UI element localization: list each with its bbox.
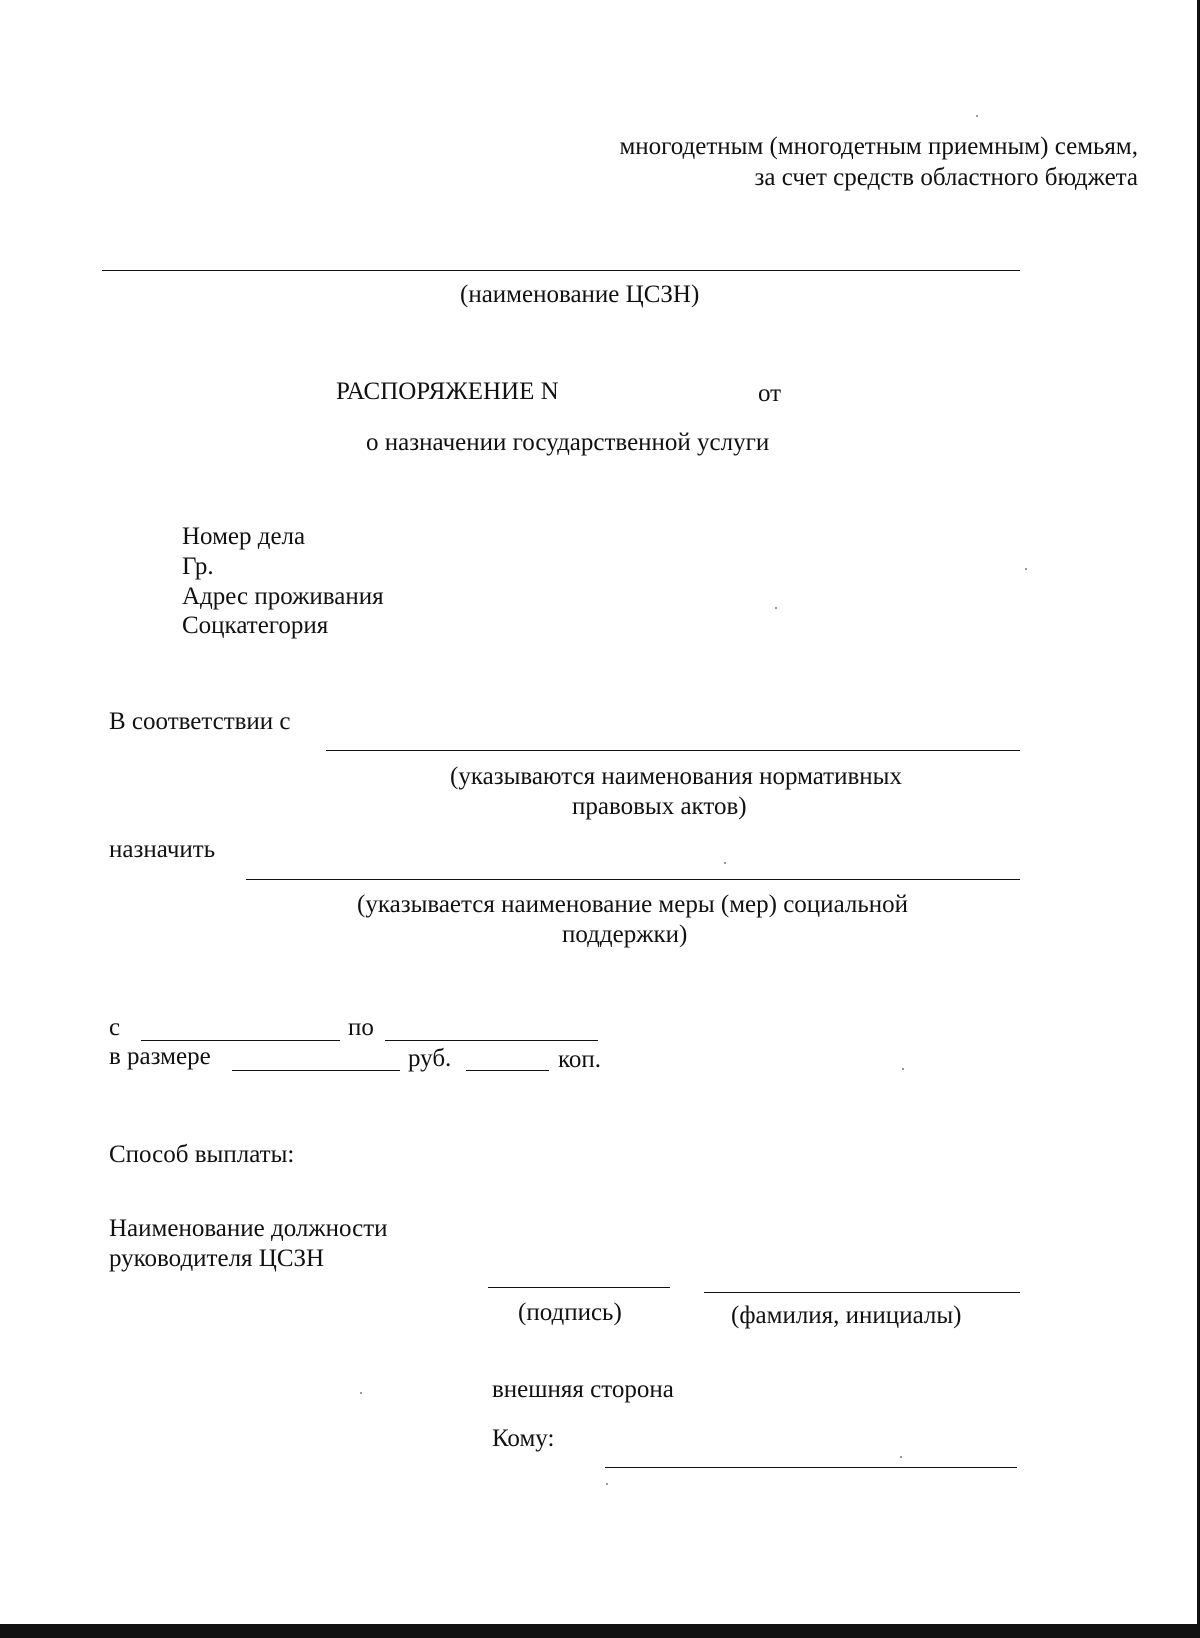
case-number-label: Номер дела: [182, 523, 306, 550]
rub-label: руб.: [408, 1045, 452, 1072]
period-to-label: по: [348, 1014, 374, 1041]
signature-caption: (подпись): [518, 1299, 622, 1326]
support-measure-caption-1: (указывается наименование меры (мер) социальной: [357, 891, 909, 918]
scan-speck: [775, 607, 777, 609]
citizen-label: Гр.: [182, 553, 214, 580]
org-name-caption: (наименование ЦСЗН): [460, 281, 700, 308]
period-to-line: [385, 1040, 598, 1041]
scan-speck: [606, 1483, 608, 1485]
scan-speck: [900, 1456, 902, 1458]
address-label: Адрес проживания: [182, 583, 384, 610]
legal-acts-line: [326, 750, 1020, 751]
org-name-line: [102, 270, 1020, 271]
legal-acts-caption-2: правовых актов): [572, 793, 747, 820]
amount-rub-line: [232, 1070, 400, 1071]
recipient-line: [605, 1467, 1017, 1468]
scan-edge-bottom: [0, 1624, 1200, 1638]
assign-label: назначить: [109, 836, 216, 863]
scan-speck: [724, 862, 726, 864]
kop-label: коп.: [558, 1046, 602, 1073]
social-category-label: Соцкатегория: [182, 612, 329, 639]
order-subtitle: о назначении государственной услуги: [366, 429, 770, 456]
outer-side-label: внешняя сторона: [492, 1376, 674, 1403]
name-line: [704, 1292, 1020, 1293]
scan-speck: [902, 1068, 904, 1070]
amount-kop-line: [466, 1070, 549, 1071]
amount-label: в размере: [109, 1043, 211, 1070]
period-from-line: [141, 1040, 340, 1041]
signature-line: [488, 1287, 670, 1288]
header-line-2: за счет средств областного бюджета: [754, 164, 1138, 191]
scan-speck: [360, 1392, 362, 1394]
order-date-prefix: от: [758, 380, 782, 407]
support-measure-line: [246, 879, 1020, 880]
header-line-1: многодетным (многодетным приемным) семьям,: [619, 133, 1138, 160]
name-caption: (фамилия, инициалы): [731, 1302, 962, 1329]
recipient-label: Кому:: [492, 1425, 555, 1452]
order-title: РАСПОРЯЖЕНИЕ N: [336, 378, 559, 405]
support-measure-caption-2: поддержки): [562, 921, 688, 948]
scan-speck: [1025, 568, 1027, 570]
signatory-title-2: руководителя ЦСЗН: [109, 1245, 325, 1272]
signatory-title-1: Наименование должности: [109, 1215, 388, 1242]
period-from-label: с: [109, 1014, 121, 1041]
payment-method-label: Способ выплаты:: [109, 1141, 295, 1168]
scan-speck: [976, 115, 978, 117]
accordance-label: В соответствии с: [109, 708, 291, 735]
legal-acts-caption-1: (указываются наименования нормативных: [450, 763, 902, 790]
